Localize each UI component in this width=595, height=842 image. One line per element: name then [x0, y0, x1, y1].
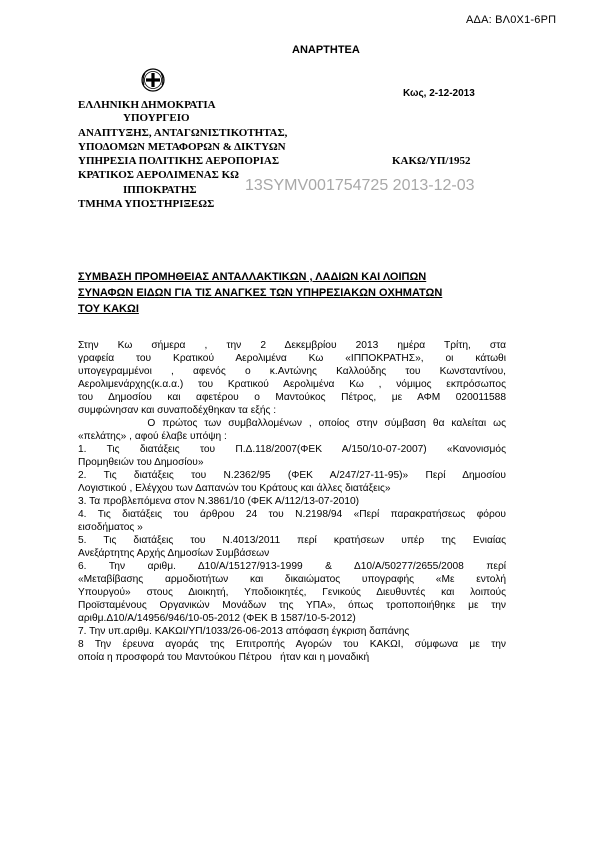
ada-code: ΑΔΑ: ΒΛ0Χ1-6ΡΠ [466, 14, 557, 26]
body-line: γραφεία του Κρατικού Αερολιμένα Κω «ΙΠΠΟΚΡΑΤΗΣ», οι κάτωθι [78, 353, 506, 364]
body-line: Προμηθειών του Δημοσίου» [78, 457, 204, 468]
body-line: οποία η προσφορά του Μαντούκου Πέτρου ήταν και η μοναδική [78, 652, 370, 663]
body-line: συμφώνησαν και συναποδέχθηκαν τα εξής : [78, 405, 277, 416]
body-line: εισοδήματος » [78, 522, 143, 533]
contract-body [78, 339, 506, 664]
document-date: Κως, 2-12-2013 [403, 88, 475, 99]
posted-label: ΑΝΑΡΤΗΤΕΑ [292, 44, 360, 56]
header-line-8: ΤΜΗΜΑ ΥΠΟΣΤΗΡΙΞΕΩΣ [78, 198, 215, 210]
body-line: 7. Την υπ.αριθμ. ΚΑΚΩΙ/ΥΠ/1033/26-06-2013 απόφαση έγκριση δαπάνης [78, 626, 410, 637]
registry-stamp: 13SYMV001754725 2013-12-03 [245, 177, 475, 194]
body-line: υπογεγραμμένοι , αφενός ο κ.Αντώνης Καλλούδης του Κωνσταντίνου, [78, 366, 506, 377]
body-line: αριθμ.Δ10/Α/14956/946/10-05-2012 (ΦΕΚ Β 1587/10-5-2012) [78, 613, 356, 624]
body-line: Λογιστικού , Ελέγχου των Δαπανών του Κράτους και άλλες διατάξεις» [78, 483, 391, 494]
body-line: Ο πρώτος των συμβαλλομένων , οποίος στην σύμβαση θα καλείται ως [78, 418, 506, 429]
body-line: 8 Την έρευνα αγοράς της Επιτροπής Αγορών του ΚΑΚΩΙ, σύμφωνα με την [78, 639, 506, 650]
body-line: Αερολιμενάρχης(κ.α.α.) του Κρατικού Αερολιμένα Κω , νόμιμος εκπρόσωπος [78, 379, 506, 390]
body-line: Ανεξάρτητης Αρχής Δημοσίων Συμβάσεων [78, 548, 270, 559]
body-line: «πελάτης» , αφού έλαβε υπόψη : [78, 431, 227, 442]
header-line-1: ΕΛΛΗΝΙΚΗ ΔΗΜΟΚΡΑΤΙΑ [78, 99, 216, 111]
body-line: 3. Τα προβλεπόμενα στον Ν.3861/10 (ΦΕΚ Α/112/13-07-2010) [78, 496, 360, 507]
body-line: Προϊσταμένους Οργανικών Μονάδων της ΥΠΑ», όπως τροποποιήθηκε με την [78, 600, 506, 611]
body-line: του Δημοσίου και αφετέρου ο Μαντούκος Πέτρος, με ΑΦΜ 020011588 [78, 392, 506, 403]
header-line-5: ΥΠΗΡΕΣΙΑ ΠΟΛΙΤΙΚΗΣ ΑΕΡΟΠΟΡΙΑΣ [78, 155, 280, 167]
header-line-2: ΥΠΟΥΡΓΕΙΟ [123, 112, 190, 124]
contract-title-line-2: ΣΥΝΑΦΩΝ ΕΙΔΩΝ ΓΙΑ ΤΙΣ ΑΝΑΓΚΕΣ ΤΩΝ ΥΠΗΡΕΣΙΑΚΩΝ ΟΧΗΜΑΤΩΝ [78, 287, 443, 299]
header-line-4: ΥΠΟΔΟΜΩΝ ΜΕΤΑΦΟΡΩΝ & ΔΙΚΤΥΩΝ [78, 141, 286, 153]
protocol-number: ΚΑΚΩ/ΥΠ/1952 [392, 155, 471, 167]
body-line: «Μεταβίβασης αρμοδιοτήτων και δικαιώματος υπογραφής «Με εντολή [78, 574, 506, 585]
body-line: 1. Τις διατάξεις του Π.Δ.118/2007(ΦΕΚ Α/150/10-07-2007) «Κανονισμός [78, 444, 506, 455]
contract-title-line-1: ΣΥΜΒΑΣΗ ΠΡΟΜΗΘΕΙΑΣ ΑΝΤΑΛΛΑΚΤΙΚΩΝ , ΛΑΔΙΩΝ ΚΑΙ ΛΟΙΠΩΝ [78, 271, 427, 283]
header-line-3: ΑΝΑΠΤΥΞΗΣ, ΑΝΤΑΓΩΝΙΣΤΙΚΟΤΗΤΑΣ, [78, 127, 288, 139]
body-line: 2. Τις διατάξεις του Ν.2362/95 (ΦΕΚ Α/247/27-11-95)» Περί Δημοσίου [78, 470, 506, 481]
body-line: 4. Τις διατάξεις του άρθρου 24 του Ν.2198/94 «Περί παρακρατήσεως φόρου [78, 509, 506, 520]
contract-title-line-3: ΤΟΥ ΚΑΚΩΙ [78, 303, 139, 315]
body-line: Στην Κω σήμερα , την 2 Δεκεμβρίου 2013 ημέρα Τρίτη, στα [78, 340, 506, 351]
body-line: 6. Την αριθμ. Δ10/Α/15127/913-1999 & Δ10/Α/50277/2655/2008 περί [78, 561, 506, 572]
header-line-7: ΙΠΠΟΚΡΑΤΗΣ [123, 184, 197, 196]
body-line: Υπουργού» στους Διοικητή, Υποδιοικητές, Γενικούς Διευθυντές και λοιπούς [78, 587, 506, 598]
header-line-6: ΚΡΑΤΙΚΟΣ ΑΕΡΟΛΙΜΕΝΑΣ ΚΩ [78, 169, 239, 181]
body-line: 5. Τις διατάξεις του Ν.4013/2011 περί κρατήσεων υπέρ της Ενιαίας [78, 535, 506, 546]
greek-emblem-icon [140, 67, 166, 93]
